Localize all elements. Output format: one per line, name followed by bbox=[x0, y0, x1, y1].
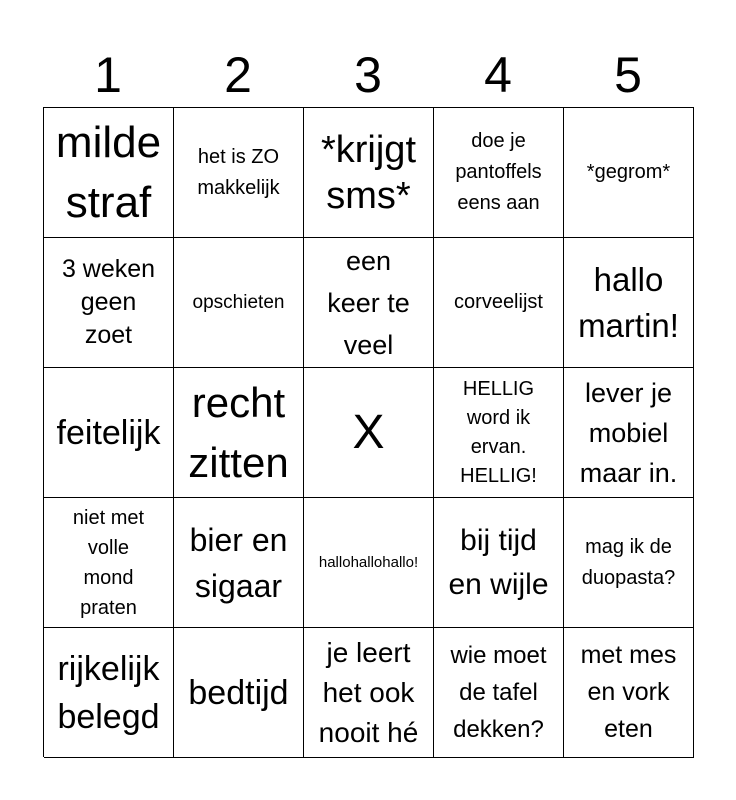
bingo-header bbox=[43, 42, 693, 108]
bingo-cell-r4-c5[interactable]: mag ik de duopasta? bbox=[564, 498, 694, 628]
bingo-cell-r2-c1[interactable]: 3 weken geen zoet bbox=[44, 238, 174, 368]
bingo-cell-r4-c1[interactable]: niet met volle mond praten bbox=[44, 498, 174, 628]
column-number-5: 5 bbox=[614, 47, 642, 103]
bingo-cell-r1-c1[interactable]: milde straf bbox=[44, 108, 174, 238]
bingo-cell-r3-c1[interactable]: feitelijk bbox=[44, 368, 174, 498]
bingo-cell-r3-c3[interactable]: X bbox=[304, 368, 434, 498]
column-number-2: 2 bbox=[224, 47, 252, 103]
bingo-cell-r2-c2[interactable]: opschieten bbox=[174, 238, 304, 368]
bingo-cell-r2-c5[interactable]: hallo martin! bbox=[564, 238, 694, 368]
column-number-4: 4 bbox=[484, 47, 512, 103]
bingo-cell-r5-c2[interactable]: bedtijd bbox=[174, 628, 304, 758]
bingo-cell-r5-c1[interactable]: rijkelijk belegd bbox=[44, 628, 174, 758]
bingo-cell-r3-c5[interactable]: lever je mobiel maar in. bbox=[564, 368, 694, 498]
bingo-board bbox=[43, 107, 694, 757]
bingo-cell-r4-c3[interactable]: hallohallohallo! bbox=[304, 498, 434, 628]
bingo-cell-r1-c2[interactable]: het is ZO makkelijk bbox=[174, 108, 304, 238]
column-number-1: 1 bbox=[94, 47, 122, 103]
bingo-cell-r5-c3[interactable]: je leert het ook nooit hé bbox=[304, 628, 434, 758]
bingo-cell-r3-c2[interactable]: recht zitten bbox=[174, 368, 304, 498]
bingo-cell-r1-c3[interactable]: *krijgt sms* bbox=[304, 108, 434, 238]
bingo-cell-r5-c5[interactable]: met mes en vork eten bbox=[564, 628, 694, 758]
bingo-cell-r5-c4[interactable]: wie moet de tafel dekken? bbox=[434, 628, 564, 758]
bingo-cell-r4-c2[interactable]: bier en sigaar bbox=[174, 498, 304, 628]
bingo-cell-r2-c4[interactable]: corveelijst bbox=[434, 238, 564, 368]
column-number-3: 3 bbox=[354, 47, 382, 103]
bingo-cell-r3-c4[interactable]: HELLIG word ik ervan. HELLIG! bbox=[434, 368, 564, 498]
bingo-cell-r1-c4[interactable]: doe je pantoffels eens aan bbox=[434, 108, 564, 238]
bingo-cell-r1-c5[interactable]: *gegrom* bbox=[564, 108, 694, 238]
bingo-cell-r4-c4[interactable]: bij tijd en wijle bbox=[434, 498, 564, 628]
bingo-cell-r2-c3[interactable]: een keer te veel bbox=[304, 238, 434, 368]
